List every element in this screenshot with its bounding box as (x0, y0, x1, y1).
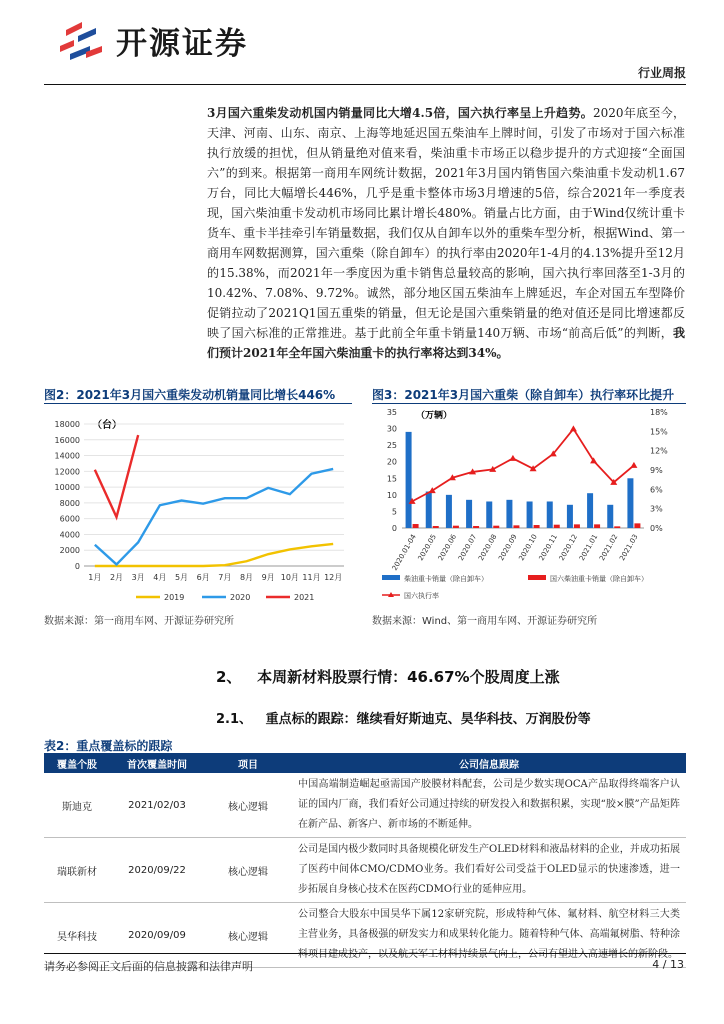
bar-diesel-total (486, 501, 492, 528)
fig2-line-chart (44, 408, 352, 608)
x-tick-label: 4月 (153, 573, 167, 582)
paragraph-text: 2020年底至今，天津、河南、山东、南京、上海等地延迟国五柴油车上牌时间，引发了市场对于国六标准执行放缓的担忧，但从销量绝对值来看，柴油重卡市场正以稳步提升的方式迎接“全面国六”的到来。根据第一商用车网统计数据，2021年3月国内销售国六柴油重卡发动机1.67万台，同比大幅增长446%，几乎是重卡整体市场3月增速的5倍，综合2021年一季度表现，国六柴油重卡发动机市场同比累计增长480%。销量占比方面，由于Wind仅统计重卡货车、重卡半挂牵引车销量数据，我们仅从自卸车以外的重柴车型分析，根据Wind、第一商用车网数据测算，国六重柴（除自卸车）的执行率由2020年1-4月的4.13%提升至12月的15.38%，而2021年一季度因为重卡销售总量较高的影响，国六执行率回落至1-3月的10.42%、7.08%、9.72%。诚然，部分地区国五柴油车上牌延迟，车企对国五车型降价促销拉动了2021Q1国五重柴的销量，但无论是国六重柴销量的绝对值还是同比增速都反映了国六标准的正常推进。基于此前全年重卡销量140万辆、市场“前高后低”的判断， (207, 106, 685, 340)
section2-heading (216, 666, 560, 687)
x-tick-label: 2020.10 (517, 533, 539, 563)
bar-diesel-total (567, 505, 573, 528)
doc-type-label: 行业周报 (637, 66, 686, 80)
section21-heading (216, 708, 591, 727)
series-line-execution-rate (412, 429, 634, 502)
bar-diesel-total (547, 501, 553, 528)
y-tick-label: 8000 (59, 498, 80, 508)
y-tick-label: 10000 (54, 483, 80, 493)
section2-number: 2、 (216, 668, 242, 686)
x-tick-label: 1月 (88, 573, 102, 582)
x-tick-label: 8月 (239, 573, 254, 582)
header-info: 公司信息跟踪 (292, 753, 686, 773)
y-tick-label: 0 (74, 562, 80, 571)
cell-info: 公司整合大股东中国昊华下属12家研究院，形成特种气体、氟材料、航空材料三大类主营业务，具备极强的研发实力和成果转化能力。随着特种气体、高端氟树脂、特种涂料项目建成投产，以及航天军工材料持续景气向上，公司有望进入高速增长的新阶段。 (292, 903, 686, 968)
legend-label-2021: 2021 (294, 593, 315, 602)
y-axis-unit: （台） (92, 420, 122, 431)
header-date: 首次覆盖时间 (110, 753, 204, 773)
y-tick-label: 16000 (54, 435, 80, 445)
table2-title: 表2：重点覆盖标的跟踪 (44, 739, 173, 753)
legend-label-diesel-total: 柴油重卡销量（除自卸车） (404, 575, 488, 583)
legend-label-guo6-diesel: 国六柴油重卡销量（除自卸车） (550, 575, 648, 583)
x-tick-label: 2020.11 (537, 533, 559, 563)
coverage-table (44, 753, 686, 968)
x-tick-label: 11月 (302, 573, 321, 582)
bar-diesel-total (426, 492, 432, 528)
execution-rate-marker (570, 425, 577, 431)
bar-diesel-total (446, 495, 452, 528)
bar-diesel-total (466, 500, 472, 528)
y-left-tick-label: 25 (386, 441, 397, 451)
y-left-tick-label: 10 (386, 490, 397, 500)
page-number: 4 / 13 (652, 958, 684, 971)
y-right-tick-label: 3% (650, 504, 663, 514)
bar-diesel-total (506, 500, 512, 528)
execution-rate-marker (630, 462, 637, 468)
y-left-tick-label: 5 (391, 507, 397, 517)
bar-guo6-diesel (554, 525, 560, 528)
section2-title: 本周新材料股票行情：46.67%个股周度上涨 (257, 668, 560, 686)
y-left-tick-label: 30 (386, 424, 397, 434)
conclusion-bold: 我们预计2021年全年国六柴油重卡的执行率将达到34%。 (207, 326, 685, 360)
x-tick-label: 2020.12 (557, 533, 580, 563)
y-tick-label: 4000 (59, 530, 80, 540)
x-tick-label: 2021.03 (618, 533, 640, 563)
cell-item: 核心逻辑 (204, 903, 292, 968)
y-tick-label: 18000 (54, 420, 80, 429)
bar-guo6-diesel (594, 524, 600, 528)
fig2-title: 图2：2021年3月国六重柴发动机销量同比增长446% (44, 388, 336, 402)
x-tick-label: 6月 (196, 573, 210, 582)
x-tick-label: 2020.07 (456, 533, 479, 563)
logo-mark-icon (56, 16, 108, 64)
x-tick-label: 12月 (324, 573, 343, 582)
table-header-row (44, 753, 686, 773)
cell-stock: 瑞联新材 (44, 838, 110, 903)
cell-date: 2020/09/09 (110, 903, 204, 968)
y-tick-label: 12000 (54, 467, 80, 477)
x-tick-label: 2020.09 (497, 533, 519, 563)
y-right-tick-label: 0% (650, 524, 663, 533)
company-logo (56, 16, 248, 64)
header-rule (44, 84, 686, 85)
legend-label-execution-rate: 国六执行率 (404, 592, 439, 600)
bar-guo6-diesel (413, 524, 419, 528)
y-right-tick-label: 15% (650, 427, 668, 437)
bar-diesel-total (587, 493, 593, 528)
y-left-tick-label: 20 (386, 457, 397, 467)
y-tick-label: 14000 (54, 451, 80, 461)
x-tick-label: 2021.01 (577, 533, 600, 563)
fig3-bar-line-chart (372, 404, 686, 610)
fig2-source: 数据来源：第一商用车网、开源证券研究所 (44, 616, 234, 627)
execution-rate-marker (509, 455, 516, 461)
x-tick-label: 2020.01-04 (390, 533, 418, 572)
body-paragraph (207, 103, 685, 363)
bar-guo6-diesel (614, 526, 620, 528)
legend-swatch-diesel-total (382, 575, 400, 580)
series-line-2019 (95, 544, 333, 566)
y-right-tick-label: 12% (650, 446, 668, 456)
bar-guo6-diesel (534, 525, 540, 528)
footer-rule (44, 953, 686, 954)
legend-label-2020: 2020 (230, 593, 251, 602)
series-line-2021 (95, 435, 138, 517)
bar-guo6-diesel (453, 526, 459, 528)
bar-diesel-total (527, 501, 533, 528)
x-tick-label: 2月 (109, 573, 124, 582)
bar-guo6-diesel (433, 526, 439, 528)
bar-guo6-diesel (634, 523, 640, 528)
y-left-tick-label: 15 (386, 474, 397, 484)
y-tick-label: 6000 (59, 514, 80, 524)
cell-date: 2021/02/03 (110, 773, 204, 838)
cell-item: 核心逻辑 (204, 773, 292, 838)
intro-bold: 3月国六重柴发动机国内销量同比大增4.5倍，国六执行率呈上升趋势。 (207, 106, 594, 120)
footer-disclaimer: 请务必参阅正文后面的信息披露和法律声明 (44, 960, 253, 973)
y-axis-unit: （万辆） (416, 411, 453, 421)
cell-info: 公司是国内极少数同时具备规模化研发生产OLED材料和液晶材料的企业，并成功拓展了医药中间体CMO/CDMO业务。我们看好公司受益于OLED显示的快速渗透，进一步拓展自身核心技术在医药CDMO行业的延伸应用。 (292, 838, 686, 903)
cell-stock: 斯迪克 (44, 773, 110, 838)
y-right-tick-label: 9% (650, 466, 663, 475)
section21-number: 2.1、 (216, 712, 253, 727)
x-tick-label: 3月 (131, 573, 145, 582)
bar-guo6-diesel (513, 525, 519, 528)
cell-date: 2020/09/22 (110, 838, 204, 903)
x-tick-label: 7月 (218, 573, 232, 582)
legend-swatch-guo6-diesel (528, 575, 546, 580)
fig3-source: 数据来源：Wind、第一商用车网、开源证券研究所 (372, 616, 598, 627)
company-name: 开源证券 (116, 25, 248, 62)
x-tick-label: 2020.08 (477, 533, 499, 563)
y-left-tick-label: 35 (386, 408, 397, 417)
table-row (44, 773, 686, 838)
bar-diesel-total (627, 478, 633, 528)
x-tick-label: 2021.02 (598, 533, 620, 563)
bar-guo6-diesel (473, 526, 479, 528)
x-tick-label: 9月 (261, 573, 275, 582)
cell-stock: 昊华科技 (44, 903, 110, 968)
cell-info: 中国高端制造崛起亟需国产胶膜材料配套，公司是少数实现OCA产品取得终端客户认证的国内厂商，我们看好公司通过持续的研发投入和数据积累，实现“胶×膜”产品矩阵在新产品、新客户、新市场的不断延伸。 (292, 773, 686, 838)
x-tick-label: 2020.06 (436, 533, 459, 563)
x-tick-label: 5月 (174, 573, 189, 582)
table-row (44, 838, 686, 903)
header-stock: 覆盖个股 (44, 753, 110, 773)
bar-diesel-total (607, 505, 613, 528)
fig3-title: 图3：2021年3月国六重柴（除自卸车）执行率环比提升 (372, 388, 675, 402)
legend-label-2019: 2019 (164, 593, 185, 602)
y-right-tick-label: 18% (650, 408, 668, 417)
section21-title: 重点标的跟踪：继续看好斯迪克、昊华科技、万润股份等 (265, 712, 591, 727)
bar-guo6-diesel (574, 524, 580, 528)
y-right-tick-label: 6% (650, 485, 663, 495)
x-tick-label: 10月 (280, 573, 299, 582)
fig2-title-rule (44, 403, 352, 404)
y-tick-label: 2000 (59, 546, 80, 556)
x-tick-label: 2020.05 (416, 533, 438, 563)
y-left-tick-label: 0 (391, 524, 397, 533)
header-item: 项目 (204, 753, 292, 773)
bar-guo6-diesel (493, 526, 499, 528)
bar-diesel-total (406, 432, 412, 528)
cell-item: 核心逻辑 (204, 838, 292, 903)
